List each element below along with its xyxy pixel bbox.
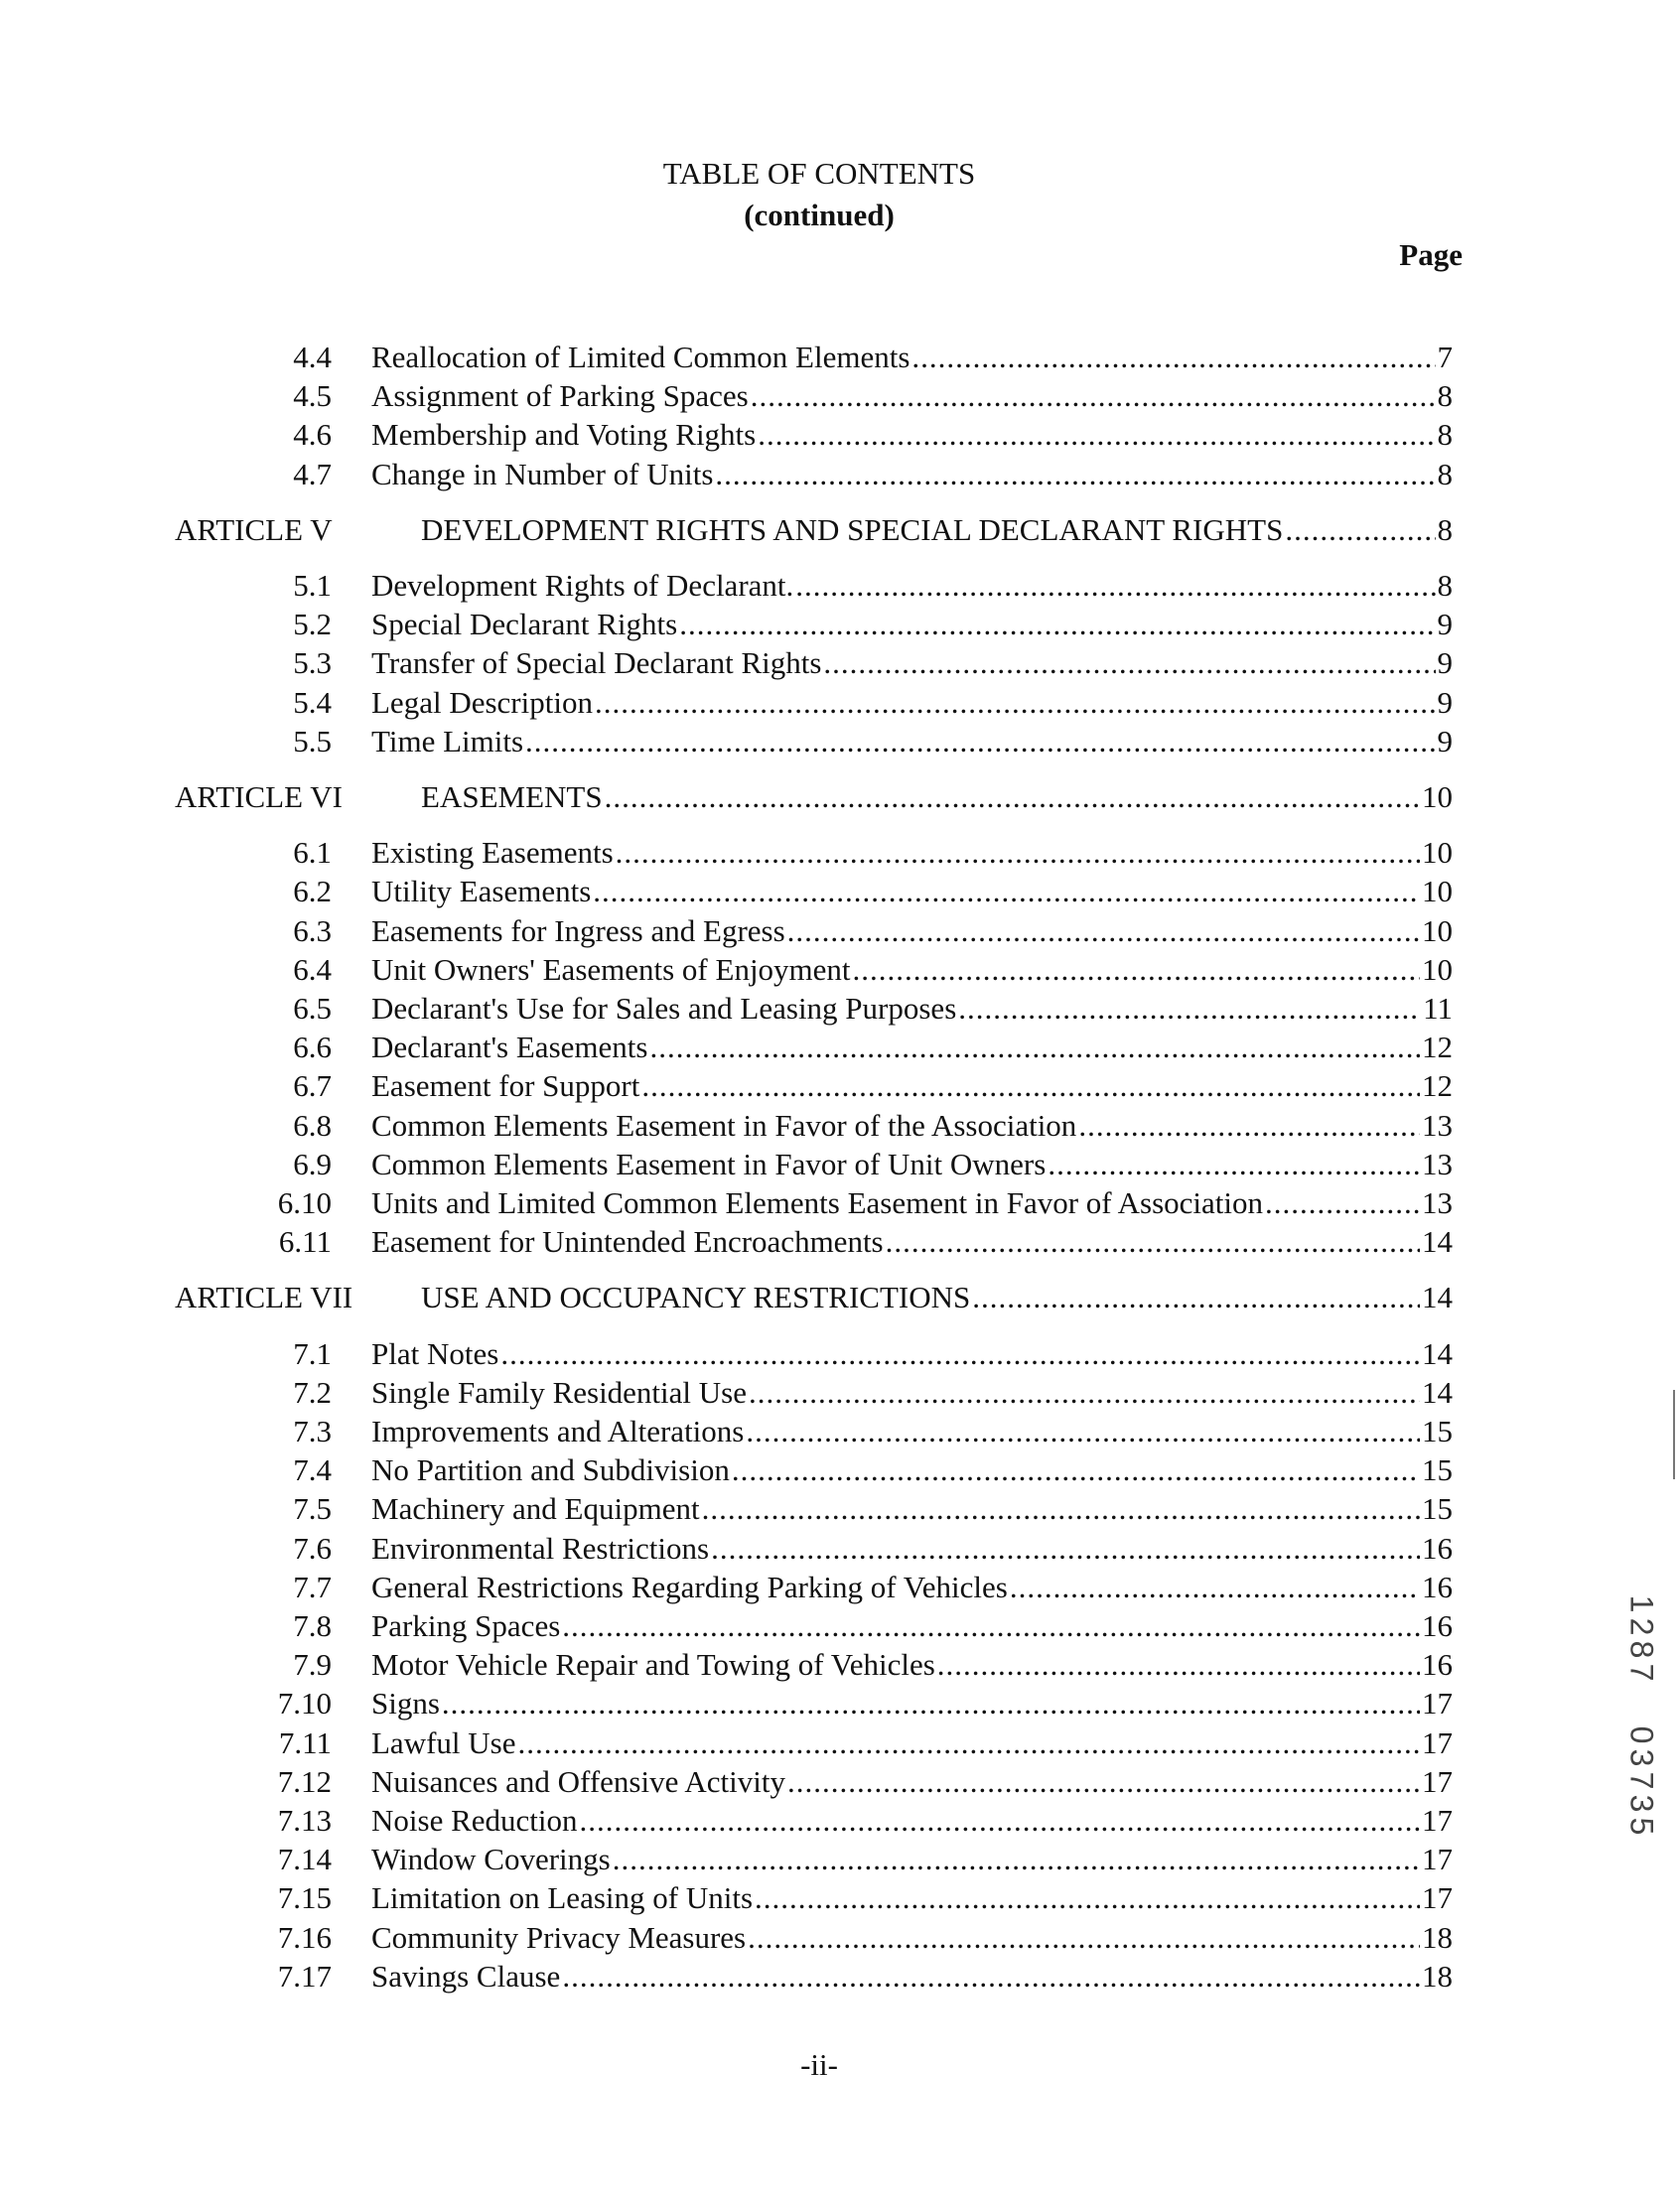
toc-entry (371, 1222, 1453, 1262)
toc-section-row (0, 605, 1680, 644)
toc-entry (371, 1645, 1453, 1685)
side-stamp-bottom (1624, 1723, 1658, 1838)
toc-section-number: 5.1 (293, 568, 332, 603)
toc-dot-leader (1285, 510, 1435, 550)
toc-section-title: Community Privacy Measures (371, 1920, 747, 1955)
toc-section-number: 5.4 (293, 685, 332, 720)
toc-section-row (0, 1373, 1680, 1413)
toc-section-row (0, 1878, 1680, 1918)
toc-page-number: 14 (1422, 1375, 1453, 1410)
toc-section-number: 6.8 (293, 1108, 332, 1143)
toc-section-row (0, 1412, 1680, 1451)
toc-dot-leader (732, 1450, 1420, 1490)
toc-dot-leader (758, 415, 1435, 455)
toc-entry (371, 1529, 1453, 1569)
toc-page-number: 18 (1422, 1920, 1453, 1955)
toc-section-title: Noise Reduction (371, 1803, 578, 1838)
side-stamp-digit: 7 (1623, 1663, 1660, 1682)
toc-entry (371, 1606, 1453, 1646)
toc-entry (421, 1278, 1453, 1317)
toc-section-number: 7.4 (293, 1452, 332, 1487)
toc-dot-leader (500, 1334, 1420, 1374)
toc-entry (371, 1373, 1453, 1413)
toc-section-number: 6.1 (293, 835, 332, 870)
toc-entry (371, 1684, 1453, 1723)
toc-section-number: ARTICLE VI (175, 779, 343, 814)
toc-page-number: 17 (1422, 1842, 1453, 1876)
toc-entry (371, 722, 1453, 761)
toc-entry (421, 510, 1453, 550)
page-column-header: Page (1399, 237, 1463, 272)
toc-dot-leader (595, 683, 1436, 723)
toc-dot-leader (823, 643, 1435, 683)
toc-section-row (0, 1568, 1680, 1607)
toc-section-number: 7.3 (293, 1414, 332, 1448)
toc-section-number: 7.9 (293, 1647, 332, 1682)
toc-section-row (0, 1840, 1680, 1879)
toc-entry (371, 338, 1453, 377)
toc-section-number: 6.9 (293, 1147, 332, 1181)
toc-dot-leader (911, 338, 1435, 377)
toc-section-title: Savings Clause (371, 1959, 561, 1994)
toc-section-title: Development Rights of Declarant. (371, 568, 794, 603)
toc-section-number: 6.7 (293, 1068, 332, 1103)
toc-section-number: 4.5 (293, 378, 332, 413)
toc-entry (371, 1450, 1453, 1490)
toc-page-number: 15 (1422, 1452, 1453, 1487)
toc-page-number: 15 (1422, 1491, 1453, 1526)
toc-page-number: 10 (1422, 913, 1453, 948)
toc-section-row (0, 1762, 1680, 1802)
toc-section-title: Declarant's Use for Sales and Leasing Purposes (371, 991, 957, 1026)
toc-dot-leader (1265, 1183, 1420, 1223)
toc-page-number: 16 (1422, 1647, 1453, 1682)
toc-section-number: 6.3 (293, 913, 332, 948)
toc-page-number: 15 (1422, 1414, 1453, 1448)
toc-section-row (0, 1106, 1680, 1146)
toc-section-number: 4.7 (293, 457, 332, 491)
toc-section-title: Change in Number of Units (371, 457, 714, 491)
toc-article-row (0, 777, 1680, 817)
side-stamp-digit: 1 (1623, 1594, 1660, 1613)
toc-section-number: 6.2 (293, 874, 332, 908)
toc-section-number: 6.11 (278, 1224, 332, 1259)
toc-page-number: 8 (1437, 457, 1453, 491)
toc-section-title: Assignment of Parking Spaces (371, 378, 749, 413)
toc-section-title: Units and Limited Common Elements Easement in Favor of Association (371, 1185, 1264, 1220)
toc-dot-leader (749, 1373, 1420, 1413)
toc-section-number: 7.1 (293, 1336, 332, 1371)
toc-article-row (0, 1278, 1680, 1317)
toc-page-number: 18 (1422, 1959, 1453, 1994)
toc-dot-leader (958, 989, 1421, 1029)
toc-dot-leader (702, 1489, 1420, 1529)
toc-dot-leader (525, 722, 1435, 761)
toc-section-title: Plat Notes (371, 1336, 499, 1371)
toc-section-row (0, 1066, 1680, 1106)
toc-section-row (0, 1028, 1680, 1067)
toc-page-number: 8 (1437, 568, 1453, 603)
toc-section-number: 4.4 (293, 340, 332, 374)
toc-section-row (0, 1801, 1680, 1841)
toc-section-title: Common Elements Easement in Favor of the Association (371, 1108, 1077, 1143)
toc-page-number: 10 (1422, 779, 1453, 814)
toc-entry (371, 1106, 1453, 1146)
toc-dot-leader (517, 1723, 1420, 1763)
toc-page-number: 14 (1422, 1336, 1453, 1371)
toc-page-number: 17 (1422, 1764, 1453, 1799)
toc-section-title: Window Coverings (371, 1842, 611, 1876)
toc-section-title: Lawful Use (371, 1725, 516, 1760)
side-stamp-digit: 5 (1623, 1817, 1660, 1836)
toc-dot-leader (787, 1762, 1420, 1802)
toc-page-number: 17 (1422, 1686, 1453, 1721)
toc-section-title: Transfer of Special Declarant Rights (371, 645, 822, 680)
toc-section-number: 6.4 (293, 952, 332, 987)
toc-section-row (0, 1145, 1680, 1184)
toc-entry (371, 1145, 1453, 1184)
toc-section-row (0, 872, 1680, 911)
scan-edge-mark (1673, 1390, 1675, 1479)
toc-section-number: 6.6 (293, 1030, 332, 1064)
toc-dot-leader (562, 1957, 1420, 1997)
toc-section-row (0, 722, 1680, 761)
toc-section-number: 7.13 (277, 1803, 332, 1838)
toc-section-number: 7.10 (277, 1686, 332, 1721)
toc-page-number: 16 (1422, 1531, 1453, 1566)
toc-section-title: Improvements and Alterations (371, 1414, 745, 1448)
toc-dot-leader (1048, 1145, 1420, 1184)
toc-section-title: Special Declarant Rights (371, 607, 678, 641)
toc-page-number: 17 (1422, 1803, 1453, 1838)
toc-section-title: Existing Easements (371, 835, 614, 870)
toc-entry (371, 911, 1453, 951)
toc-section-number: 6.5 (293, 991, 332, 1026)
toc-section-title: Motor Vehicle Repair and Towing of Vehicles (371, 1647, 935, 1682)
toc-section-title: Common Elements Easement in Favor of Unit Owners (371, 1147, 1047, 1181)
toc-dot-leader (562, 1606, 1420, 1646)
toc-dot-leader (613, 1840, 1420, 1879)
toc-section-row (0, 376, 1680, 416)
toc-entry (371, 1840, 1453, 1879)
toc-page-number: 9 (1437, 607, 1453, 641)
page-number-footer: -ii- (800, 2047, 838, 2082)
toc-entry (371, 1762, 1453, 1802)
toc-entry (371, 1028, 1453, 1067)
toc-section-title: DEVELOPMENT RIGHTS AND SPECIAL DECLARANT RIGHTS (421, 512, 1284, 547)
toc-section-row (0, 338, 1680, 377)
toc-page-number: 9 (1437, 724, 1453, 758)
toc-section-number: 7.15 (277, 1880, 332, 1915)
toc-section-row (0, 1334, 1680, 1374)
toc-page-number: 17 (1422, 1725, 1453, 1760)
toc-section-row (0, 950, 1680, 990)
toc-page-number: 16 (1422, 1608, 1453, 1643)
side-stamp-digit: 0 (1623, 1725, 1660, 1744)
toc-entry (371, 1066, 1453, 1106)
toc-entry (371, 1801, 1453, 1841)
toc-dot-leader (711, 1529, 1420, 1569)
toc-section-title: Easements for Ingress and Egress (371, 913, 785, 948)
toc-dot-leader (641, 1066, 1420, 1106)
toc-dot-leader (787, 911, 1420, 951)
toc-dot-leader (616, 833, 1420, 873)
toc-entry (371, 989, 1453, 1029)
toc-entry (371, 1918, 1453, 1958)
toc-section-number: 5.2 (293, 607, 332, 641)
toc-dot-leader (755, 1878, 1420, 1918)
toc-dot-leader (972, 1278, 1420, 1317)
toc-section-number: 7.11 (278, 1725, 332, 1760)
toc-section-title: Unit Owners' Easements of Enjoyment (371, 952, 851, 987)
toc-page-number: 10 (1422, 874, 1453, 908)
toc-dot-leader (715, 455, 1435, 494)
toc-entry (371, 415, 1453, 455)
toc-section-row (0, 1645, 1680, 1685)
side-stamp-top (1624, 1592, 1658, 1684)
side-stamp-digit: 3 (1623, 1794, 1660, 1813)
toc-section-number: 7.2 (293, 1375, 332, 1410)
toc-entry (371, 950, 1453, 990)
toc-section-row (0, 643, 1680, 683)
toc-section-row (0, 1723, 1680, 1763)
toc-section-title: Legal Description (371, 685, 593, 720)
toc-section-row (0, 1606, 1680, 1646)
toc-section-row (0, 415, 1680, 455)
toc-section-title: EASEMENTS (421, 779, 603, 814)
toc-section-number: 5.3 (293, 645, 332, 680)
toc-section-title: Single Family Residential Use (371, 1375, 747, 1410)
toc-entry (371, 1183, 1453, 1223)
toc-section-row (0, 833, 1680, 873)
toc-section-number: 7.6 (293, 1531, 332, 1566)
toc-page-number: 14 (1422, 1224, 1453, 1259)
toc-dot-leader (748, 1918, 1420, 1958)
toc-entry (371, 1568, 1453, 1607)
toc-section-number: 5.5 (293, 724, 332, 758)
toc-section-number: 4.6 (293, 417, 332, 452)
toc-entry (371, 455, 1453, 494)
toc-entry (371, 566, 1453, 606)
toc-section-row (0, 1222, 1680, 1262)
toc-dot-leader (442, 1684, 1420, 1723)
toc-section-title: Parking Spaces (371, 1608, 561, 1643)
toc-section-row (0, 455, 1680, 494)
toc-entry (371, 1489, 1453, 1529)
toc-section-number: 7.14 (277, 1842, 332, 1876)
toc-section-title: Machinery and Equipment (371, 1491, 700, 1526)
toc-section-number: 7.16 (277, 1920, 332, 1955)
toc-subtitle: (continued) (744, 198, 895, 232)
toc-dot-leader (605, 777, 1420, 817)
toc-page-number: 12 (1422, 1030, 1453, 1064)
toc-article-row (0, 510, 1680, 550)
toc-entry (371, 872, 1453, 911)
toc-section-title: No Partition and Subdivision (371, 1452, 730, 1487)
toc-page-number: 14 (1422, 1280, 1453, 1314)
toc-section-number: 7.12 (277, 1764, 332, 1799)
toc-dot-leader (937, 1645, 1420, 1685)
toc-page-number: 17 (1422, 1880, 1453, 1915)
toc-section-title: Utility Easements (371, 874, 592, 908)
toc-dot-leader (649, 1028, 1420, 1067)
toc-entry (371, 833, 1453, 873)
toc-page-number: 10 (1422, 952, 1453, 987)
toc-section-title: Reallocation of Limited Common Elements (371, 340, 910, 374)
toc-section-number: ARTICLE V (175, 512, 333, 547)
toc-page-number: 8 (1437, 378, 1453, 413)
toc-entry (371, 605, 1453, 644)
toc-section-row (0, 1918, 1680, 1958)
toc-page-number: 8 (1437, 512, 1453, 547)
toc-section-title: Time Limits (371, 724, 524, 758)
toc-dot-leader (853, 950, 1420, 990)
toc-section-number: 7.5 (293, 1491, 332, 1526)
toc-entry (371, 1723, 1453, 1763)
toc-section-title: Nuisances and Offensive Activity (371, 1764, 785, 1799)
toc-dot-leader (679, 605, 1435, 644)
toc-dot-leader (795, 566, 1435, 606)
toc-entry (371, 683, 1453, 723)
side-stamp-digit: 2 (1623, 1617, 1660, 1636)
toc-entry (371, 643, 1453, 683)
toc-section-title: Easement for Support (371, 1068, 640, 1103)
toc-entry (371, 376, 1453, 416)
toc-dot-leader (1010, 1568, 1420, 1607)
toc-page-number: 13 (1422, 1147, 1453, 1181)
toc-entry (371, 1878, 1453, 1918)
toc-section-row (0, 1957, 1680, 1997)
toc-page-number: 13 (1422, 1108, 1453, 1143)
toc-entry (421, 777, 1453, 817)
toc-title: TABLE OF CONTENTS (662, 156, 976, 191)
toc-section-title: Limitation on Leasing of Units (371, 1880, 754, 1915)
toc-entry (371, 1412, 1453, 1451)
side-stamp-digit: 7 (1623, 1771, 1660, 1790)
toc-section-row (0, 1450, 1680, 1490)
toc-page-number: 10 (1422, 835, 1453, 870)
toc-dot-leader (751, 376, 1436, 416)
toc-section-row (0, 1684, 1680, 1723)
toc-section-row (0, 989, 1680, 1029)
toc-section-row (0, 1489, 1680, 1529)
side-stamp-digit: 3 (1623, 1748, 1660, 1767)
toc-section-row (0, 683, 1680, 723)
toc-dot-leader (593, 872, 1420, 911)
toc-section-number: ARTICLE VII (175, 1280, 353, 1314)
toc-section-row (0, 1529, 1680, 1569)
toc-dot-leader (886, 1222, 1420, 1262)
toc-entry (371, 1334, 1453, 1374)
toc-section-title: General Restrictions Regarding Parking of Vehicles (371, 1570, 1008, 1604)
toc-page-number: 7 (1437, 340, 1453, 374)
toc-page-number: 12 (1422, 1068, 1453, 1103)
toc-section-title: Membership and Voting Rights (371, 417, 757, 452)
toc-section-title: Signs (371, 1686, 440, 1721)
side-stamp-digit: 8 (1623, 1640, 1660, 1659)
toc-section-title: Easement for Unintended Encroachments (371, 1224, 884, 1259)
toc-section-row (0, 1183, 1680, 1223)
toc-dot-leader (1078, 1106, 1420, 1146)
toc-dot-leader (580, 1801, 1421, 1841)
toc-entry (371, 1957, 1453, 1997)
toc-page-number: 13 (1422, 1185, 1453, 1220)
toc-section-number: 6.10 (277, 1185, 332, 1220)
toc-page-number: 16 (1422, 1570, 1453, 1604)
toc-page-number: 9 (1437, 645, 1453, 680)
toc-section-title: Environmental Restrictions (371, 1531, 710, 1566)
toc-section-row (0, 911, 1680, 951)
side-stamp (1624, 1592, 1658, 1838)
toc-section-title: Declarant's Easements (371, 1030, 648, 1064)
toc-page-number: 11 (1423, 991, 1453, 1026)
toc-section-number: 7.7 (293, 1570, 332, 1604)
toc-section-title: USE AND OCCUPANCY RESTRICTIONS (421, 1280, 971, 1314)
toc-section-row (0, 566, 1680, 606)
toc-section-number: 7.8 (293, 1608, 332, 1643)
toc-page-number: 9 (1437, 685, 1453, 720)
toc-dot-leader (746, 1412, 1420, 1451)
toc-page-number: 8 (1437, 417, 1453, 452)
toc-section-number: 7.17 (277, 1959, 332, 1994)
